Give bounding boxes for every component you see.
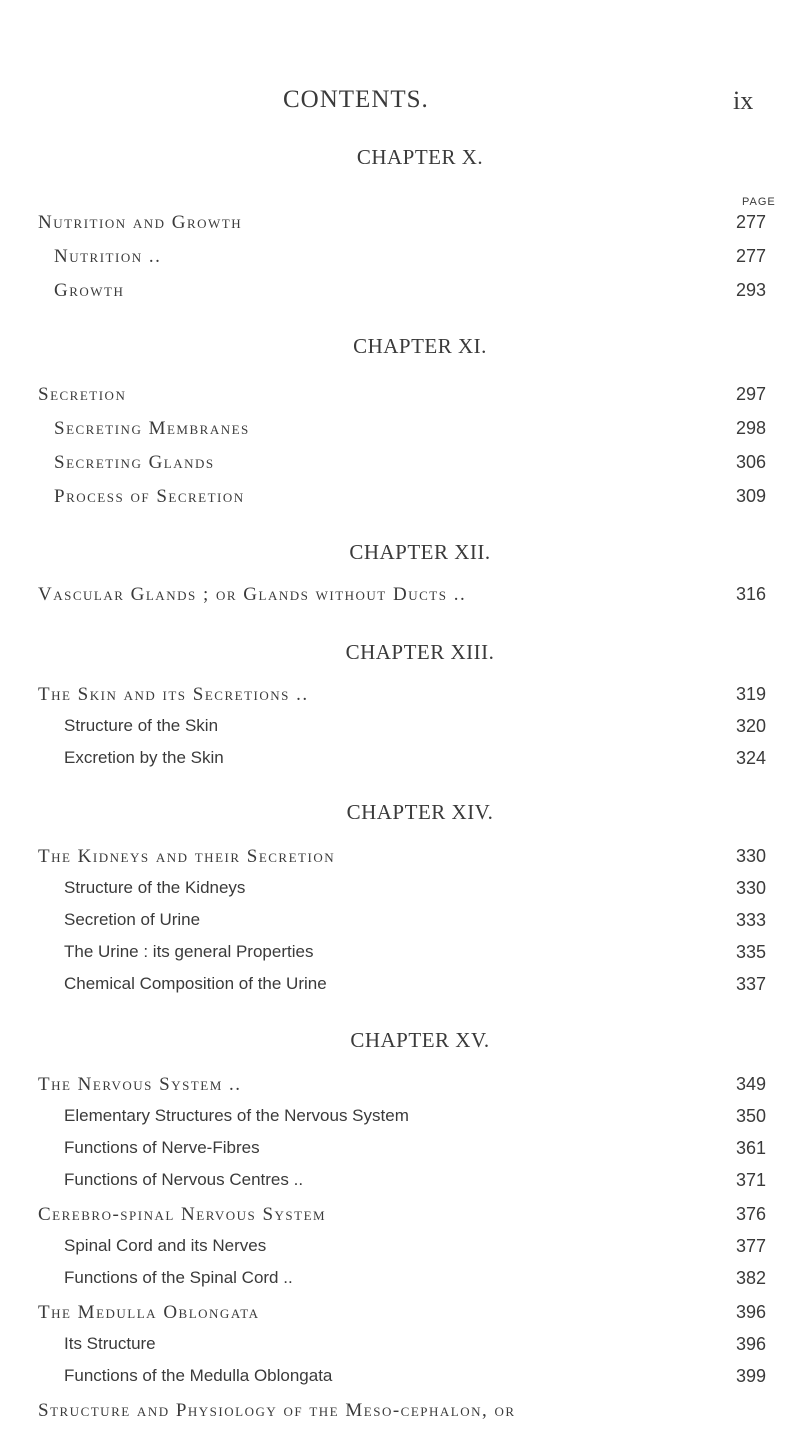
entry-page: 382	[735, 1268, 766, 1288]
entry-page: 306	[735, 452, 766, 472]
entry-page: 277	[735, 212, 766, 232]
toc-entry[interactable]	[0, 748, 800, 772]
toc-entry[interactable]	[0, 910, 800, 934]
entry-page: 377	[735, 1236, 766, 1256]
entry-page: 277	[735, 246, 766, 266]
entry-page: 399	[735, 1366, 766, 1386]
entry-page: 319	[735, 684, 766, 704]
chapter-heading-x: CHAPTER X.	[356, 145, 484, 169]
entry-title: Secretion of Urine	[64, 910, 201, 929]
toc-entry[interactable]	[0, 452, 800, 476]
entry-page: 396	[735, 1302, 766, 1322]
toc-entry[interactable]	[0, 280, 800, 304]
chapter-heading-xii: CHAPTER XII.	[349, 540, 491, 564]
entry-title: Cerebro-spinal Nervous System	[38, 1204, 327, 1225]
toc-entry[interactable]	[0, 1106, 800, 1130]
entry-title: Nutrition and Growth	[38, 212, 243, 233]
entry-page: 350	[735, 1106, 766, 1126]
entry-page: 376	[735, 1204, 766, 1224]
entry-title: The Kidneys and their Secretion	[38, 846, 336, 867]
entry-page: 330	[735, 878, 766, 898]
page-column-label: PAGE	[742, 196, 776, 208]
entry-title: The Urine : its general Properties	[64, 942, 314, 961]
entry-page: 297	[735, 384, 766, 404]
page-number: ix	[733, 86, 754, 115]
entry-title: Process of Secretion	[54, 486, 245, 507]
entry-page: 337	[735, 974, 766, 994]
entry-title: Structure of the Kidneys	[64, 878, 246, 897]
toc-entry[interactable]	[0, 1236, 800, 1260]
running-title: CONTENTS.	[283, 86, 429, 113]
toc-entry[interactable]	[0, 1366, 800, 1390]
toc-entry[interactable]	[0, 974, 800, 998]
entry-title: Structure of the Skin	[64, 716, 219, 735]
chapter-heading-xiii: CHAPTER XIII.	[345, 640, 495, 664]
entry-page: 293	[735, 280, 766, 300]
toc-entry[interactable]	[0, 1268, 800, 1292]
toc-entry[interactable]	[0, 1170, 800, 1194]
toc-entry[interactable]	[0, 212, 800, 236]
entry-page: 396	[735, 1334, 766, 1354]
toc-entry[interactable]	[0, 1334, 800, 1358]
entry-title: Growth	[54, 280, 125, 301]
entry-title: Secreting Glands	[54, 452, 215, 473]
toc-entry[interactable]	[0, 1302, 800, 1326]
chapter-heading-xiv: CHAPTER XIV.	[346, 800, 494, 824]
toc-entry[interactable]	[0, 246, 800, 270]
entry-page: 320	[735, 716, 766, 736]
entry-title: The Skin and its Secretions ..	[38, 684, 309, 705]
entry-page: 335	[735, 942, 766, 962]
entry-title: Functions of Nerve-Fibres	[64, 1138, 260, 1157]
toc-entry[interactable]	[0, 684, 800, 708]
page-header	[0, 86, 800, 126]
entry-title: Functions of the Medulla Oblongata	[64, 1366, 333, 1385]
entry-page: 330	[735, 846, 766, 866]
entry-page: 371	[735, 1170, 766, 1190]
toc-entry[interactable]	[0, 878, 800, 902]
entry-page: 349	[735, 1074, 766, 1094]
toc-entry[interactable]	[0, 384, 800, 408]
toc-entry[interactable]	[0, 418, 800, 442]
entry-title: Secretion	[38, 384, 127, 405]
entry-page: 324	[735, 748, 766, 768]
entry-title: Chemical Composition of the Urine	[64, 974, 327, 993]
entry-title: Functions of the Spinal Cord ..	[64, 1268, 293, 1287]
entry-page: 316	[735, 584, 766, 604]
entry-title: Nutrition ..	[54, 246, 162, 267]
entry-title: Its Structure	[64, 1334, 156, 1353]
entry-title: Structure and Physiology of the Meso-cephalon, or	[38, 1400, 516, 1421]
entry-title: Elementary Structures of the Nervous System	[64, 1106, 409, 1125]
entry-title: Excretion by the Skin	[64, 748, 224, 767]
toc-entry[interactable]	[0, 1074, 800, 1098]
entry-title: Secreting Membranes	[54, 418, 250, 439]
toc-entry[interactable]	[0, 846, 800, 870]
toc-entry[interactable]	[0, 716, 800, 740]
entry-page: 298	[735, 418, 766, 438]
toc-entry[interactable]	[0, 486, 800, 510]
toc-entry[interactable]	[0, 584, 800, 608]
entry-page: 333	[735, 910, 766, 930]
chapter-heading-xv: CHAPTER XV.	[350, 1028, 490, 1052]
entry-title: The Medulla Oblongata	[38, 1302, 260, 1323]
entry-title: The Nervous System ..	[38, 1074, 242, 1095]
entry-page: 361	[735, 1138, 766, 1158]
toc-entry[interactable]	[0, 1204, 800, 1228]
toc-entry[interactable]	[0, 1138, 800, 1162]
entry-title: Spinal Cord and its Nerves	[64, 1236, 267, 1255]
entry-title: Functions of Nervous Centres ..	[64, 1170, 304, 1189]
toc-entry[interactable]	[0, 1400, 800, 1424]
toc-entry[interactable]	[0, 942, 800, 966]
entry-title: Vascular Glands ; or Glands without Ducts ..	[38, 584, 467, 605]
chapter-heading-xi: CHAPTER XI.	[353, 334, 487, 358]
entry-page: 309	[735, 486, 766, 506]
